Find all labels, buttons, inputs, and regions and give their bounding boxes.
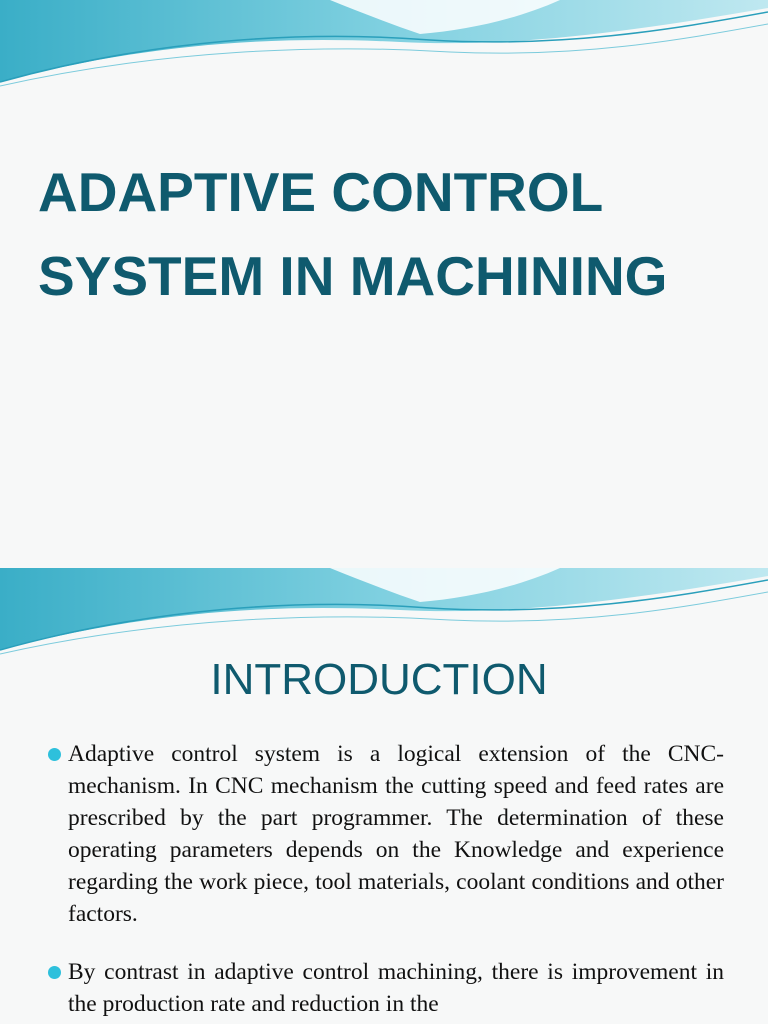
list-item bbox=[48, 738, 724, 930]
title-line-1: ADAPTIVE CONTROL bbox=[38, 161, 604, 223]
introduction-slide bbox=[0, 568, 768, 1024]
section-heading: INTRODUCTION bbox=[210, 655, 548, 704]
bullet-text: By contrast in adaptive control machining, there is improvement in the production rate and reduction in the bbox=[68, 959, 724, 1017]
title-line-2: SYSTEM IN MACHINING bbox=[38, 245, 668, 307]
bullet-text: Adaptive control system is a logical extension of the CNC-mechanism. In CNC mechanism the cutting speed and feed rates are prescribed by the part programmer. The determination of these operating parameters depends on the Knowledge and experience regarding the work piece, tool materials, coolant conditions and other factors. bbox=[68, 741, 724, 927]
bullet-dot-icon bbox=[48, 966, 61, 979]
slide-title bbox=[38, 150, 758, 318]
wave-header-decoration bbox=[0, 0, 768, 100]
bullet-dot-icon bbox=[48, 748, 61, 761]
bullet-list bbox=[48, 738, 724, 1024]
list-item bbox=[48, 956, 724, 1020]
